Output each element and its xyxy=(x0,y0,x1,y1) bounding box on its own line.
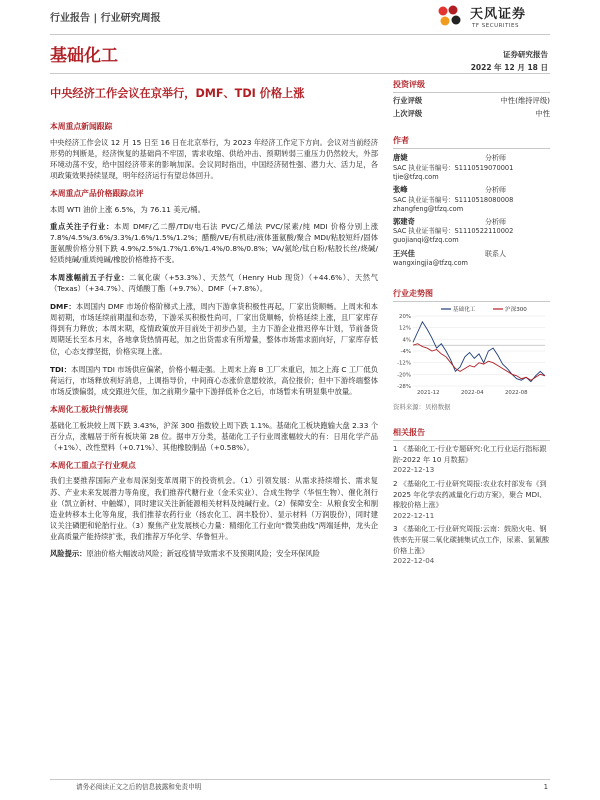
chart-y-tick-label: 4% xyxy=(402,337,411,344)
analyst-block xyxy=(393,249,550,269)
trend-heading: 行业走势图 xyxy=(393,288,550,302)
brand-logo-icon xyxy=(436,4,466,32)
focus-label: 重点关注子行业： xyxy=(50,221,114,231)
chart-x-tick-label: 2022-08 xyxy=(505,390,528,397)
report-date: 2022 年 12 月 18 日 xyxy=(470,63,548,72)
related-title[interactable]: 3 《基础化工-行业研究周报:云南：鼓励火电、钢铁率先开展二氧化碳捕集试点工作，尿素、氯氰酸价格上涨》 xyxy=(393,524,550,555)
dmf-paragraph xyxy=(50,301,378,356)
related-date: 2022-12-11 xyxy=(393,510,435,520)
analyst-name: 唐婕 xyxy=(393,153,408,162)
analyst-name: 张峰 xyxy=(393,184,408,194)
chart-y-tick-label: 12% xyxy=(399,325,411,332)
chart-x-tick-label: 2021-12 xyxy=(417,390,440,397)
wti-paragraph: 本周 WTI 油价上涨 6.5%，为 76.11 美元/桶。 xyxy=(50,204,205,214)
analyst-email[interactable]: zhangfeng@tfzq.com xyxy=(393,204,464,213)
report-type: 证券研究报告 xyxy=(503,50,548,59)
chart-x-tick-label: 2022-04 xyxy=(461,390,484,397)
brand-name: 天风证券 xyxy=(470,7,527,22)
rating-row xyxy=(393,108,550,121)
rating-row xyxy=(393,95,550,108)
analyst-email[interactable]: wangxingjia@tfzq.com xyxy=(393,259,468,268)
tdi-paragraph xyxy=(50,364,378,397)
market-paragraph: 基础化工板块较上周下跌 3.43%，沪深 300 指数较上周下跌 1.1%。基础化工板块跑输大盘 2.33 个百分点，涨幅居于所有板块第 28 位。据申万分类，基础化工子行业周涨幅较大的有：日用化学产品（+1%）、改性塑料（+0.71%）、其他橡胶制品（+0.58%）。 xyxy=(50,420,378,452)
main-column xyxy=(50,121,378,559)
related-title[interactable]: 1 《基础化工-行业专题研究:化工行业运行指标跟踪-2022 年 10 月数据》 xyxy=(393,444,547,464)
analyst-role: 联系人 xyxy=(485,249,506,258)
title-divider xyxy=(50,73,550,74)
chart-y-tick-label: -12% xyxy=(397,360,411,367)
risk-text: 原油价格大幅波动风险；新冠疫情导致需求不及预期风险；安全环保风险 xyxy=(86,548,320,558)
related-heading: 相关报告 xyxy=(393,427,550,441)
analyst-sac: SAC 执业证书编号：S1110518080008 xyxy=(393,195,514,204)
rating-key: 上次评级 xyxy=(393,109,423,119)
sidebar xyxy=(393,79,550,567)
analyst-block xyxy=(393,217,550,246)
analyst-email[interactable]: tjie@tfzq.com xyxy=(393,172,439,181)
analyst-sac: SAC 执业证书编号：S1110522110002 xyxy=(393,227,514,236)
chart-y-tick-label: -4% xyxy=(400,349,411,356)
brand-name-en: TF SECURITIES xyxy=(472,23,519,29)
footer-divider xyxy=(50,779,550,780)
brand-logo xyxy=(436,4,548,32)
analyst-name: 郭建奇 xyxy=(393,216,415,226)
footer-disclaimer[interactable]: 请务必阅读正文之后的信息披露和免责申明 xyxy=(76,783,202,791)
views-paragraph: 我们主要推荐国际产业布局深刻变革周期下的投资机会。（1）引领发展：从需求持续增长、需求复苏、产业未来发展潜力等角度，我们推荐代糖行业（金禾实业）、合成生物学（华恒生物）、催化剂行业（凯立新材、中触媒），同时建议关注新能源相关材料及纯碱行业。（2）保障安全：从粮食安全和制造业转移本土化等角度，我们推荐农药行业（扬农化工、润丰股份）、显示材料（万润股份），同时建议关注磷肥和轮胎行业。（3）聚焦产业发展核心力量：精细化工行业向“微笑曲线”两端延伸，龙头企业高质量产能持续扩张，我们推荐万华化学、华鲁恒升。 xyxy=(50,476,378,541)
industry-name: 基础化工 xyxy=(50,46,118,66)
analyst-sac: SAC 执业证书编号：S1110519070001 xyxy=(393,163,514,172)
chart-source: 资料来源：贝格数据 xyxy=(393,403,451,412)
chart-series-line xyxy=(413,322,545,382)
rating-table xyxy=(393,95,550,121)
page-number: 1 xyxy=(543,783,548,791)
dmf-label: DMF： xyxy=(50,302,76,312)
related-item[interactable] xyxy=(393,444,550,476)
section-heading-news: 本周重点新闻跟踪 xyxy=(50,122,113,131)
analyst-block xyxy=(393,153,550,182)
chart-legend-label: 基础化工 xyxy=(453,307,476,314)
rating-key: 行业评级 xyxy=(393,96,423,106)
header-divider xyxy=(50,34,550,35)
analyst-role: 分析师 xyxy=(485,185,506,194)
rating-heading: 投资评级 xyxy=(393,79,550,93)
analyst-block xyxy=(393,185,550,214)
report-category: 行业报告 | 行业研究周报 xyxy=(50,13,161,24)
report-title: 中央经济工作会议在京举行，DMF、TDI 价格上涨 xyxy=(50,87,305,100)
trend-chart xyxy=(393,304,550,398)
section-heading-market: 本周化工板块行情表现 xyxy=(50,404,128,414)
risk-paragraph xyxy=(50,548,378,559)
chart-y-tick-label: -20% xyxy=(397,372,411,379)
chart-y-tick-label: 20% xyxy=(399,314,411,321)
related-date: 2022-12-13 xyxy=(393,465,435,475)
section-heading-prices: 本周重点产品价格跟踪点评 xyxy=(50,189,144,198)
chart-legend-label: 沪深300 xyxy=(505,307,527,314)
related-item[interactable] xyxy=(393,524,550,567)
related-title[interactable]: 2 《基础化工-行业研究周报:农业农村部发布《到 2025 年化学农药减量化行动方案》，聚合 MDI、橡胶价格上涨》 xyxy=(393,478,547,510)
related-item[interactable] xyxy=(393,479,550,522)
chart-y-tick-label: -28% xyxy=(397,384,411,391)
related-date: 2022-12-04 xyxy=(393,556,435,566)
section-heading-views: 本周化工重点子行业观点 xyxy=(50,460,136,470)
tdi-label: TDI： xyxy=(50,364,72,374)
rating-value: 中性(维持评级) xyxy=(500,96,550,106)
top5-paragraph xyxy=(50,272,378,294)
news-paragraph: 中央经济工作会议 12 月 15 日至 16 日在北京举行，为 2023 年经济工作定下方向。会议对当前经济形势的判断是，经济恢复的基础尚不牢固，需求收缩、供给冲击、预期转弱三重压力仍然较大，外部环境动荡不安，给中国经济带来的影响加深。会议同时指出，中国经济韧性强、潜力大、活力足，各项政策效果持续显现，明年经济运行有望总体回升。 xyxy=(50,137,378,180)
focus-text: 本周 DMF/乙二醇/TDI/电石法 PVC/乙烯法 PVC/尿素/纯 MDI 价格分别上涨 7.8%/4.5%/3.6%/3.3%/1.6%/1.5%/1.2%；醋酸/VE/有机硅/液体蛋氨酸/聚合 MDI/粘胶短纤/固体蛋氨酸价格分别下跌 4.9%/2.5%/1.7%/1.6%/1.4%/0.8%/0.8%；VA/氨纶/钛白粉/粘胶长丝/烧碱/轻质纯碱/重质纯碱/橡胶价格维持不变。 xyxy=(50,221,379,264)
top5-label: 本周涨幅前五子行业： xyxy=(50,273,130,283)
analyst-email[interactable]: guojianqi@tfzq.com xyxy=(393,236,459,245)
author-heading: 作者 xyxy=(393,135,550,149)
tdi-text: 本周国内 TDI 市场供应偏紧，价格小幅走强。上周末上海 B 工厂未重启，加之上海 C 工厂低负荷运行，市场释放利好消息，上调指导价，中间商心态涨价意愿较浓，高位报价；但中下游终端整体市场反馈偏弱，成交跟进欠佳，加之前期少量中下游择低补仓之后，市场暂未有明显集中放量。 xyxy=(50,364,379,396)
rating-value: 中性 xyxy=(535,109,550,119)
focus-paragraph xyxy=(50,221,378,265)
top5-text: 二氧化碳（+53.3%）、天然气（Henry Hub 现货）（+44.6%）、天然气（Texas）（+34.7%）、丙烯酸丁酯（+9.7%）、DMF（+7.8%）。 xyxy=(50,273,378,294)
analyst-role: 分析师 xyxy=(485,217,506,226)
analyst-name: 王兴佳 xyxy=(393,248,415,258)
chart-series-line xyxy=(413,344,545,381)
dmf-text: 本周国内 DMF 市场价格阶梯式上涨，周内下游拿货积极性再起，厂家出货顺畅。上周末和本周初期，市场延续前期温和态势，下游采买积极性尚可，厂家出货顺畅，价格延续上涨，且厂家库存得到有力释放；本周末期，疫情政策放开目前处于初步凸显，主力下游企业推迟停车计划，节前备货周期延长至本月末，各地拿货热情再起，加之出货需求有所增量，整体市场需求面向好，厂家库存低位，心态支撑坚挺，价格实现上涨。 xyxy=(50,302,378,356)
risk-label: 风险提示： xyxy=(50,548,87,558)
analyst-role: 分析师 xyxy=(485,154,506,162)
